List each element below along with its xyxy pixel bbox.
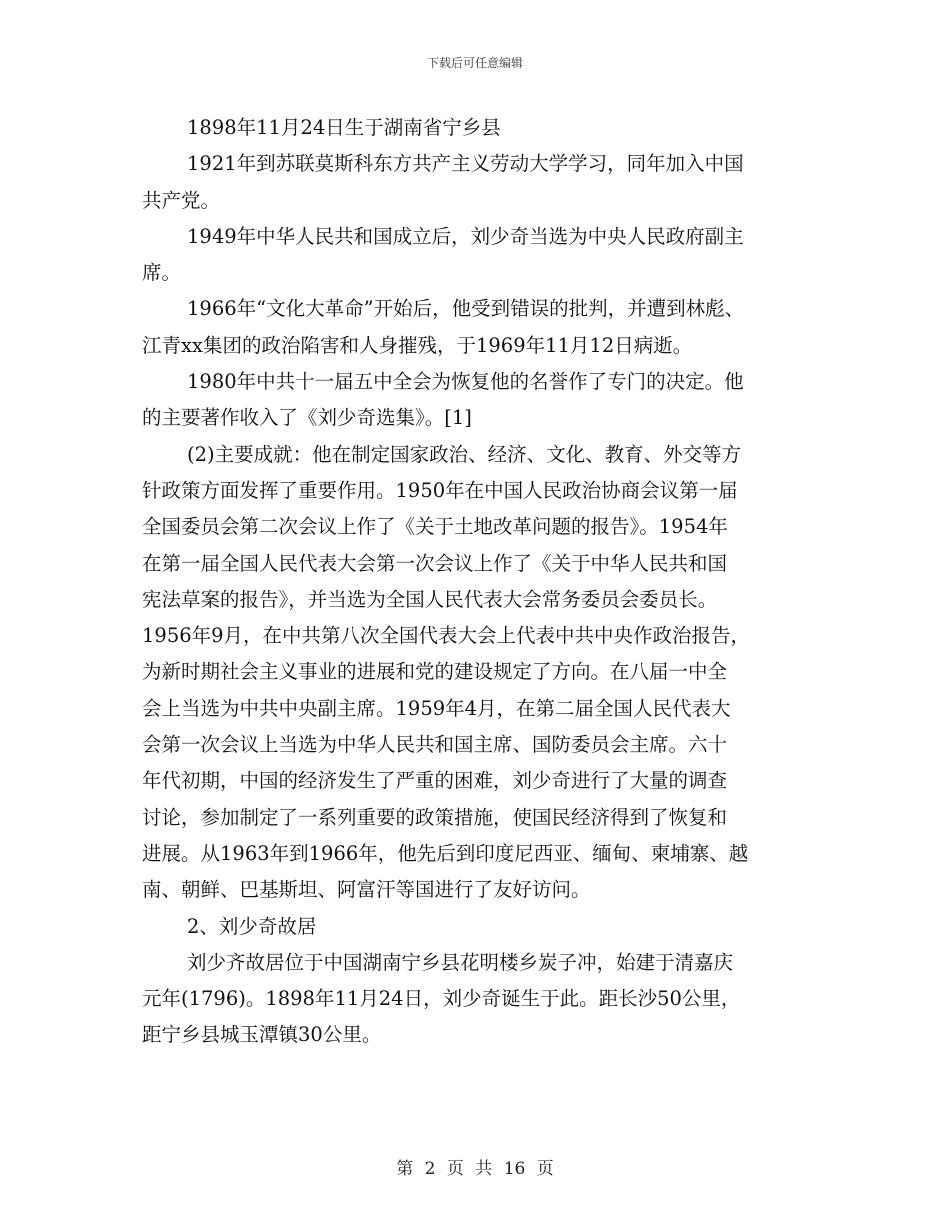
text-line: 1980年中共十一届五中全会为恢复他的名誉作了专门的决定。他	[187, 370, 744, 394]
text-line: 距宁乡县城玉潭镇30公里。	[142, 1023, 382, 1047]
text-line: 南、朝鲜、巴基斯坦、阿富汗等国进行了友好访问。	[142, 878, 591, 902]
text-line: 会上当选为中共中央副主席。1959年4月，在第二届全国人民代表大	[142, 696, 731, 720]
text-line: 刘少齐故居位于中国湖南宁乡县花明楼乡炭子冲，始建于清嘉庆	[187, 950, 734, 974]
text-line: 讨论，参加制定了一系列重要的政策措施，使国民经济得到了恢复和	[142, 805, 728, 829]
text-line: 会第一次会议上当选为中华人民共和国主席、国防委员会主席。六十	[142, 733, 728, 757]
section-heading: 2、刘少奇故居	[187, 914, 317, 938]
page-footer: 第 2 页 共 16 页	[396, 1159, 554, 1179]
text-line: 宪法草案的报告》，并当选为全国人民代表大会常务委员会委员长。	[142, 587, 718, 611]
text-line: 元年(1796)。1898年11月24日，刘少奇诞生于此。距长沙50公里，	[142, 987, 741, 1011]
text-line: 江青xx集团的政治陷害和人身摧残，于1969年11月12日病逝。	[142, 333, 693, 357]
text-line: 在第一届全国人民代表大会第一次会议上作了《关于中华人民共和国	[142, 551, 728, 575]
text-line: 1949年中华人民共和国成立后，刘少奇当选为中央人民政府副主	[187, 224, 744, 248]
document-body	[142, 110, 817, 1054]
text-line: 进展。从1963年到1966年，他先后到印度尼西亚、缅甸、柬埔寨、越	[142, 841, 749, 865]
text-line: 1966年“文化大革命”开始后，他受到错误的批判，并遭到林彪、	[187, 297, 745, 321]
text-line: 全国委员会第二次会议上作了《关于土地改革问题的报告》。1954年	[142, 515, 728, 539]
text-line: 针政策方面发挥了重要作用。1950年在中国人民政治协商会议第一届	[142, 478, 738, 502]
text-line: 1898年11月24日生于湖南省宁乡县	[187, 116, 501, 139]
text-line: 年代初期，中国的经济发生了严重的困难，刘少奇进行了大量的调查	[142, 769, 728, 793]
text-line: 席。	[142, 261, 182, 285]
text-line: (2)主要成就：他在制定国家政治、经济、文化、教育、外交等方	[187, 442, 742, 466]
text-line: 为新时期社会主义事业的进展和党的建设规定了方向。在八届一中全	[142, 660, 728, 684]
text-line: 1921年到苏联莫斯科东方共产主义劳动大学学习，同年加入中国	[187, 152, 744, 176]
text-line: 的主要著作收入了《刘少奇选集》。[1]	[142, 406, 472, 430]
page-header: 下载后可任意编辑	[426, 56, 523, 70]
text-line: 1956年9月，在中共第八次全国代表大会上代表中共中央作政治报告，	[142, 624, 751, 648]
text-line: 共产党。	[142, 188, 221, 212]
